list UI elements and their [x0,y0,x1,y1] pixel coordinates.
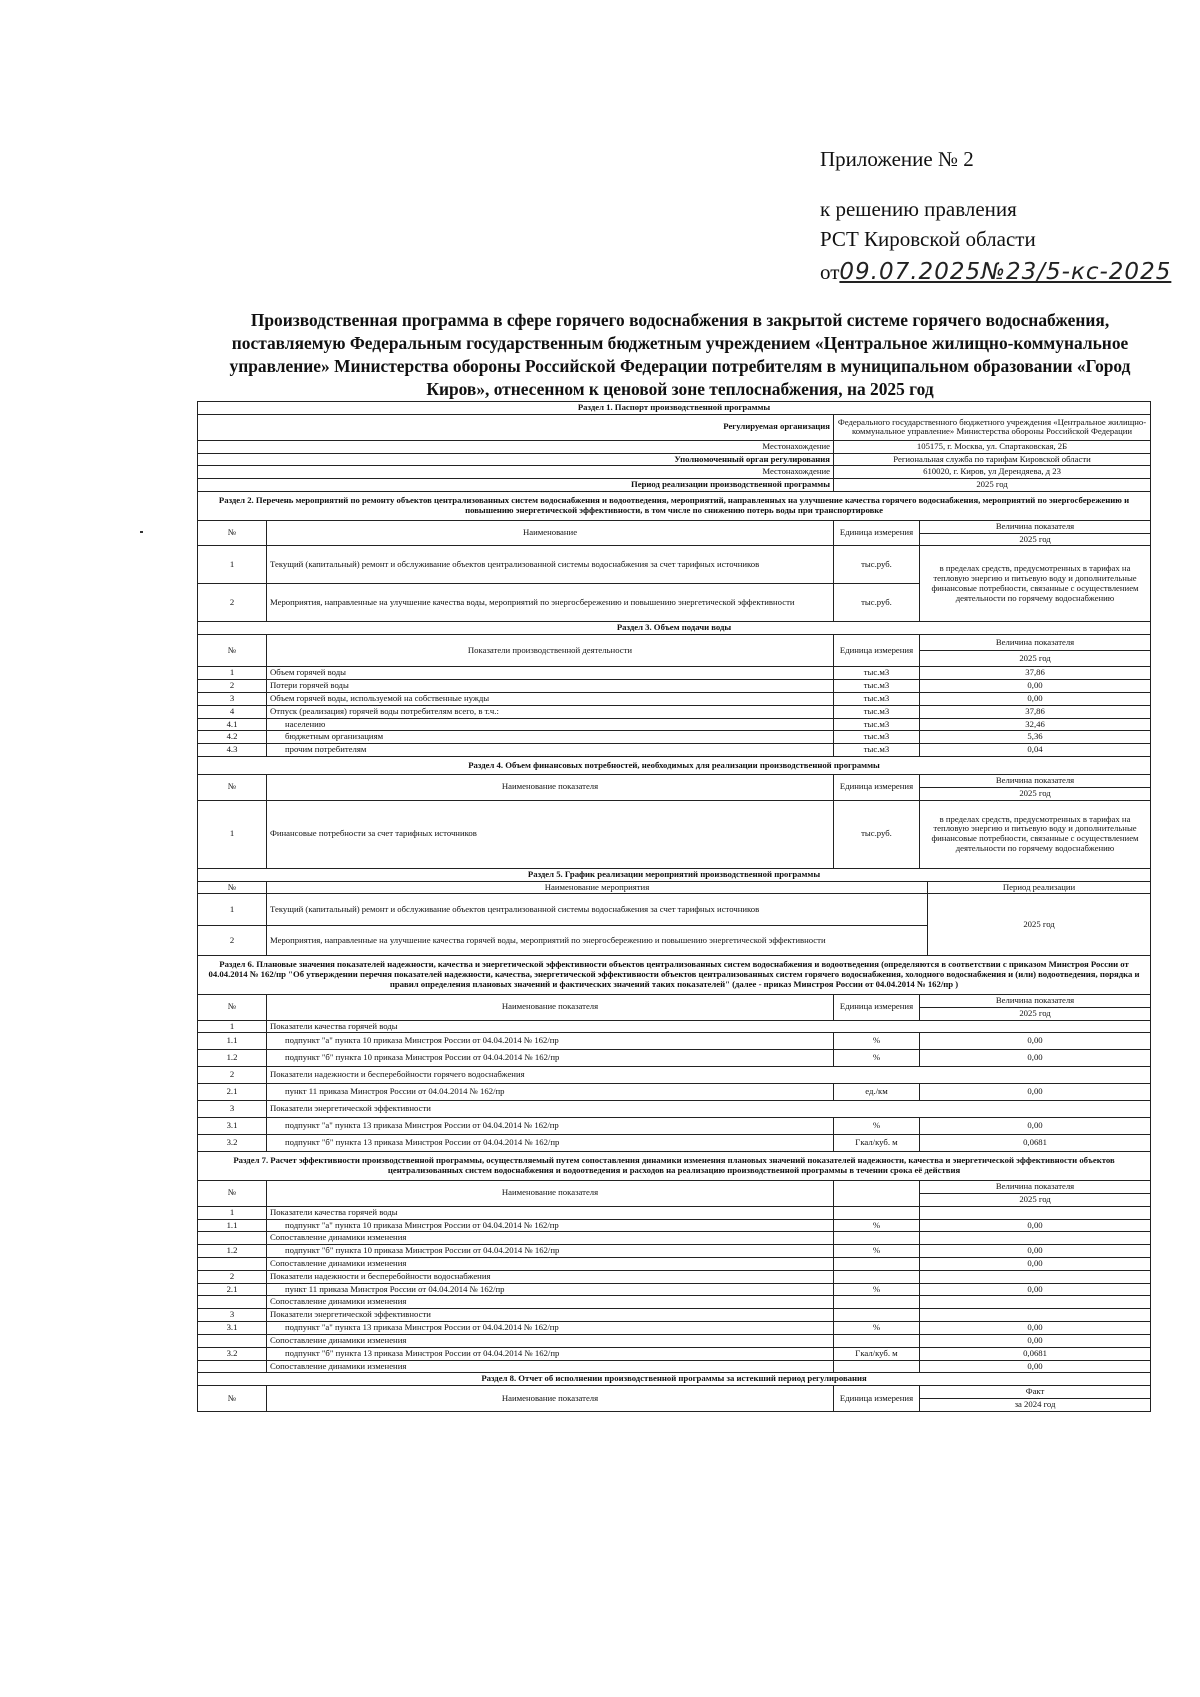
row-value: 0,00 [920,1033,1151,1050]
row-value: 0,0681 [920,1135,1151,1152]
row-number: 1.2 [198,1050,267,1067]
decision-line-2: РСТ Кировской области [820,227,1036,252]
col-header-no: № [198,1181,267,1207]
row-unit: Гкал/куб. м [834,1135,920,1152]
row-unit: тыс.руб. [834,800,920,868]
row-unit: ед./км [834,1084,920,1101]
row-name: населению [267,718,834,731]
col-header-name: Наименование [267,520,834,546]
row-value: 37,86 [920,705,1151,718]
col-header-unit: Единица измерения [834,1386,920,1412]
col-header-year: 2025 год [920,1007,1151,1020]
passport-label: Период реализации производственной программы [198,479,834,492]
row-unit: тыс.м3 [834,731,920,744]
decision-line-1: к решению правления [820,197,1017,222]
row-number: 4.2 [198,731,267,744]
row-number: 1 [198,894,267,926]
row-unit: % [834,1033,920,1050]
row-unit: тыс.м3 [834,692,920,705]
row-name: Показатели энергетической эффективности [267,1101,1151,1118]
row-name: Отпуск (реализация) горячей воды потребителям всего, в т.ч.: [267,705,834,718]
row-number: 3.1 [198,1118,267,1135]
row-name: бюджетным организациям [267,731,834,744]
row-name: Показатели качества горячей воды [267,1206,834,1219]
row-name: Мероприятия, направленные на улучшение качества горячей воды, мероприятий по энергосбережению и повышению энергетической эффективности [267,926,928,956]
col-header-fact: Факт [920,1386,1151,1399]
row-unit: % [834,1322,920,1335]
row-value: 0,00 [920,1334,1151,1347]
row-unit: тыс.руб. [834,584,920,622]
section-8-title: Раздел 8. Отчет об исполнении производственной программы за истекший период регулирования [198,1373,1151,1386]
col-header-name: Наименование показателя [267,994,834,1020]
row-unit [834,1232,920,1245]
row-unit [834,1270,920,1283]
row-name: Сопоставление динамики изменения [267,1232,834,1245]
col-header-name: Наименование показателя [267,1181,834,1207]
row-number: 1 [198,546,267,584]
col-header-year: 2025 год [920,533,1151,546]
row-number: 2.1 [198,1084,267,1101]
passport-label: Местонахождение [198,440,834,453]
row-number [198,1232,267,1245]
row-name: подпункт "б" пункта 13 приказа Минстроя России от 04.04.2014 № 162/пр [267,1135,834,1152]
row-value: 32,46 [920,718,1151,731]
row-number: 3.2 [198,1347,267,1360]
section-4-title: Раздел 4. Объем финансовых потребностей, необходимых для реализации производственной программы [198,757,1151,775]
col-header-year: 2025 год [920,1193,1151,1206]
row-number: 2 [198,1067,267,1084]
passport-value: 610020, г. Киров, ул Дерендяева, д 23 [834,466,1151,479]
row-name: пункт 11 приказа Минстроя России от 04.04.2014 № 162/пр [267,1084,834,1101]
section-3-title: Раздел 3. Объем подачи воды [198,622,1151,635]
row-name: Показатели надежности и бесперебойности водоснабжения [267,1270,834,1283]
row-unit: % [834,1283,920,1296]
row-name: Потери горячей воды [267,680,834,693]
row-value: 5,36 [920,731,1151,744]
row-unit: % [834,1219,920,1232]
handwritten-date-number: 09.07.2025№23/5-кс-2025 [839,259,1172,286]
row-unit: % [834,1118,920,1135]
col-header-year: 2025 год [920,651,1151,667]
row-value: 0,00 [920,680,1151,693]
row-value: 0,00 [920,1360,1151,1373]
row-name: Текущий (капитальный) ремонт и обслуживание объектов централизованной системы водоснабжения за счет тарифных источников [267,546,834,584]
row-number: 4.3 [198,744,267,757]
row-value: 0,04 [920,744,1151,757]
col-header-no: № [198,1386,267,1412]
row-number: 1.2 [198,1245,267,1258]
row-value [920,1296,1151,1309]
col-header-period: Период реализации [928,881,1151,894]
row-value: 0,00 [920,1283,1151,1296]
row-unit: тыс.м3 [834,718,920,731]
col-header-name: Наименование показателя [267,1386,834,1412]
row-value: 0,00 [920,1219,1151,1232]
row-name: подпункт "б" пункта 10 приказа Минстроя России от 04.04.2014 № 162/пр [267,1050,834,1067]
row-name: Мероприятия, направленные на улучшение качества воды, мероприятий по энергосбережению и повышению энергетической эффективности [267,584,834,622]
row-value: 0,00 [920,692,1151,705]
row-number [198,1257,267,1270]
row-number: 1.1 [198,1219,267,1232]
row-name: Текущий (капитальный) ремонт и обслуживание объектов централизованной системы водоснабжения за счет тарифных источников [267,894,928,926]
row-unit: тыс.м3 [834,680,920,693]
col-header-no: № [198,520,267,546]
row-unit: тыс.м3 [834,744,920,757]
section-5-title: Раздел 5. График реализации мероприятий производственной программы [198,868,1151,881]
decision-date [820,259,1171,285]
col-header-unit: Единица измерения [834,520,920,546]
row-number: 1.1 [198,1033,267,1050]
row-number: 1 [198,667,267,680]
row-number: 3 [198,1309,267,1322]
row-name: Сопоставление динамики изменения [267,1334,834,1347]
row-value: 0,00 [920,1118,1151,1135]
col-header-unit: Единица измерения [834,994,920,1020]
row-name: Объем горячей воды [267,667,834,680]
row-unit: тыс.м3 [834,705,920,718]
section-7-title: Раздел 7. Расчет эффективности производственной программы, осуществляемый путем сопоставления динамики изменения плановых значений показателей надежности, качества и энергетической эффективности объектов централизованных систем водоснабжения и водоотведения и расходов на реализацию производственной программы в течении срока её действия [198,1152,1151,1181]
row-unit [834,1257,920,1270]
row-number: 2 [198,680,267,693]
section-6-title: Раздел 6. Плановые значения показателей надежности, качества и энергетической эффективности объектов централизованных систем водоснабжения и водоотведения (определяются в соответствии с приказом Минстроя России от 04.04.2014 № 162/пр "Об утверждении перечня показателей надежности, качества, энергетической эффективности объектов централизованных систем горячего водоснабжения, холодного водоснабжения и (или) водоотведения, порядка и правил определения плановых значений и фактических значений таких показателей" (далее - приказ Минстроя России от 04.04.2014 № 162/пр ) [198,956,1151,994]
row-name: подпункт "б" пункта 13 приказа Минстроя России от 04.04.2014 № 162/пр [267,1347,834,1360]
scan-speck [140,531,143,533]
col-header-no: № [198,775,267,801]
appendix-number: Приложение № 2 [820,147,974,171]
section-1-title: Раздел 1. Паспорт производственной программы [198,402,1151,415]
col-header-value: Величина показателя [920,1181,1151,1194]
row-name: Сопоставление динамики изменения [267,1360,834,1373]
row-unit [834,1309,920,1322]
program-table [197,401,1151,1412]
passport-label: Местонахождение [198,466,834,479]
row-number: 1 [198,800,267,868]
row-number: 1 [198,1020,267,1033]
row-number: 2.1 [198,1283,267,1296]
row-name: пункт 11 приказа Минстроя России от 04.04.2014 № 162/пр [267,1283,834,1296]
row-name: Показатели энергетической эффективности [267,1309,834,1322]
row-name: Показатели надежности и бесперебойности горячего водоснабжения [267,1067,1151,1084]
col-header-value: Величина показателя [920,994,1151,1007]
row-unit: тыс.руб. [834,546,920,584]
row-name: прочим потребителям [267,744,834,757]
row-unit: тыс.м3 [834,667,920,680]
row-unit: % [834,1245,920,1258]
row-unit: % [834,1050,920,1067]
row-number: 3.2 [198,1135,267,1152]
row-name: подпункт "а" пункта 10 приказа Минстроя России от 04.04.2014 № 162/пр [267,1219,834,1232]
document-title: Производственная программа в сфере горячего водоснабжения в закрытой системе горячего водоснабжения, поставляемую Федеральным государственным бюджетным учреждением «Центральное жилищно-коммунальное управление» Министерства обороны Российской Федерации потребителям в муниципальном образовании «Город Киров», отнесенном к ценовой зоне теплоснабжения, на 2025 год [229,310,1131,399]
col-header-unit: Единица измерения [834,635,920,667]
col-header-year: за 2024 год [920,1399,1151,1412]
row-name: Сопоставление динамики изменения [267,1257,834,1270]
row-name: подпункт "а" пункта 13 приказа Минстроя России от 04.04.2014 № 162/пр [267,1322,834,1335]
row-unit [834,1360,920,1373]
section-2-title: Раздел 2. Перечень мероприятий по ремонту объектов централизованных систем водоснабжения и водоотведения, мероприятий, направленных на улучшение качества горячего водоснабжения, мероприятий по энергосбережению и повышению энергетической эффективности, в том числе по снижению потерь воды при транспортировке [198,492,1151,521]
col-header-no: № [198,635,267,667]
row-unit [834,1334,920,1347]
row-value: 0,0681 [920,1347,1151,1360]
row-name: подпункт "а" пункта 10 приказа Минстроя России от 04.04.2014 № 162/пр [267,1033,834,1050]
col-header-no: № [198,994,267,1020]
col-header-unit: Единица измерения [834,775,920,801]
row-name: Объем горячей воды, используемой на собственные нужды [267,692,834,705]
row-number: 2 [198,926,267,956]
passport-label: Регулируемая организация [198,414,834,440]
row-number [198,1334,267,1347]
row-name: Финансовые потребности за счет тарифных источников [267,800,834,868]
row-value: в пределах средств, предусмотренных в тарифах на тепловую энергию и питьевую воду и дополнительные финансовые потребности, связанные с осуществлением деятельности по горячему водоснабжению [920,800,1151,868]
date-prefix: от [820,260,840,285]
row-name: подпункт "а" пункта 13 приказа Минстроя России от 04.04.2014 № 162/пр [267,1118,834,1135]
row-period: 2025 год [928,894,1151,956]
row-number: 3 [198,692,267,705]
passport-value: 105175, г. Москва, ул. Спартаковская, 2Б [834,440,1151,453]
row-number [198,1360,267,1373]
row-value: 0,00 [920,1322,1151,1335]
row-unit: Гкал/куб. м [834,1347,920,1360]
row-number: 1 [198,1206,267,1219]
col-header-value: Величина показателя [920,635,1151,651]
row-value: 37,86 [920,667,1151,680]
passport-label: Уполномоченный орган регулирования [198,453,834,466]
row-name: Показатели качества горячей воды [267,1020,1151,1033]
row-value [920,1232,1151,1245]
row-name: подпункт "б" пункта 10 приказа Минстроя России от 04.04.2014 № 162/пр [267,1245,834,1258]
row-unit [834,1206,920,1219]
row-value-merged: в пределах средств, предусмотренных в тарифах на тепловую энергию и питьевую воду и дополнительные финансовые потребности, связанные с осуществлением деятельности по горячему водоснабжению [920,546,1151,622]
row-value: 0,00 [920,1050,1151,1067]
col-header-name: Наименование показателя [267,775,834,801]
row-name: Сопоставление динамики изменения [267,1296,834,1309]
row-value [920,1270,1151,1283]
row-value [920,1309,1151,1322]
col-header-unit-empty [834,1181,920,1207]
row-number: 2 [198,584,267,622]
col-header-no: № [198,881,267,894]
row-number: 3 [198,1101,267,1118]
row-value [920,1206,1151,1219]
row-number: 3.1 [198,1322,267,1335]
passport-value: Региональная служба по тарифам Кировской области [834,453,1151,466]
col-header-name: Показатели производственной деятельности [267,635,834,667]
row-number: 2 [198,1270,267,1283]
row-number: 4 [198,705,267,718]
row-number: 4.1 [198,718,267,731]
col-header-year: 2025 год [920,787,1151,800]
col-header-value: Величина показателя [920,520,1151,533]
row-value: 0,00 [920,1245,1151,1258]
appendix-header [820,147,1171,286]
passport-value: Федерального государственного бюджетного учреждения «Центральное жилищно-коммунальное управление» Министерства обороны Российской Федерации [834,414,1151,440]
row-number [198,1296,267,1309]
col-header-value: Величина показателя [920,775,1151,788]
passport-value: 2025 год [834,479,1151,492]
col-header-name: Наименование мероприятия [267,881,928,894]
row-unit [834,1296,920,1309]
row-value: 0,00 [920,1257,1151,1270]
row-value: 0,00 [920,1084,1151,1101]
